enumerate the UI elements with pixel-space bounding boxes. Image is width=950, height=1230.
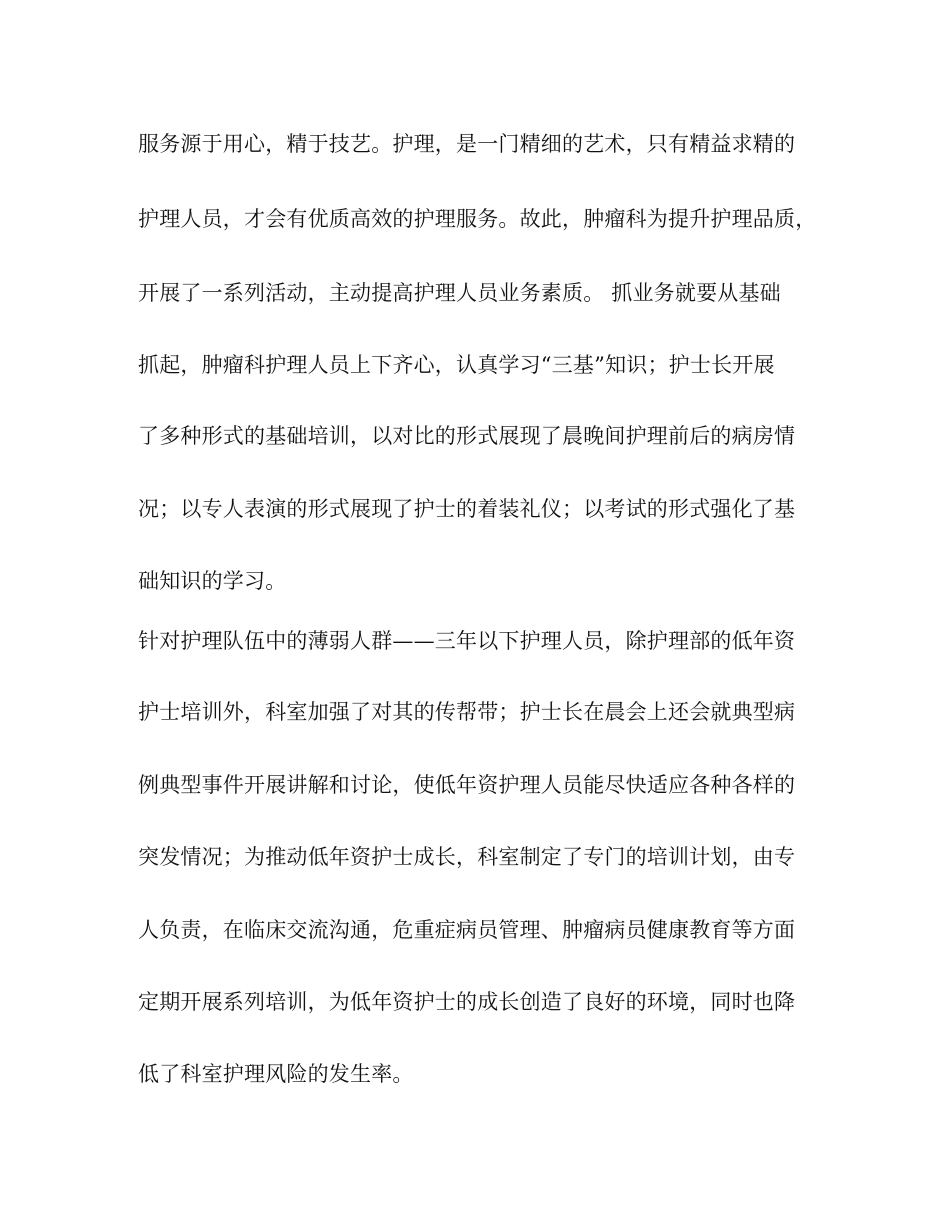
text-line: 定期开展系列培训，为低年资护士的成长创造了良好的环境，同时也降 <box>138 990 796 1014</box>
text-line: 低了科室护理风险的发生率。 <box>138 1062 414 1086</box>
text-line: 例典型事件开展讲解和讨论，使低年资护理人员能尽快适应各种各样的 <box>138 773 796 797</box>
text-line: 服务源于用心，精于技艺。护理，是一门精细的艺术，只有精益求精的 <box>138 132 796 156</box>
text-line: 人负责，在临床交流沟通，危重症病员管理、肿瘤病员健康教育等方面 <box>138 918 796 942</box>
text-line: 础知识的学习。 <box>138 569 287 593</box>
text-line: 护士培训外，科室加强了对其的传帮带；护士长在晨会上还会就典型病 <box>138 700 796 724</box>
text-line: 开展了一系列活动，主动提高护理人员业务素质。 抓业务就要从基础 <box>138 281 781 305</box>
text-line: 针对护理队伍中的薄弱人群——三年以下护理人员，除护理部的低年资 <box>138 629 796 653</box>
text-line: 抓起，肿瘤科护理人员上下齐心，认真学习“三基”知识；护士长开展 <box>138 353 775 377</box>
text-line: 了多种形式的基础培训，以对比的形式展现了晨晚间护理前后的病房情 <box>138 424 796 448</box>
text-line: 况；以专人表演的形式展现了护士的着装礼仪；以考试的形式强化了基 <box>138 497 796 521</box>
text-line: 护理人员，才会有优质高效的护理服务。故此，肿瘤科为提升护理品质， <box>138 207 817 231</box>
text-line: 突发情况；为推动低年资护士成长，科室制定了专门的培训计划，由专 <box>138 845 796 869</box>
